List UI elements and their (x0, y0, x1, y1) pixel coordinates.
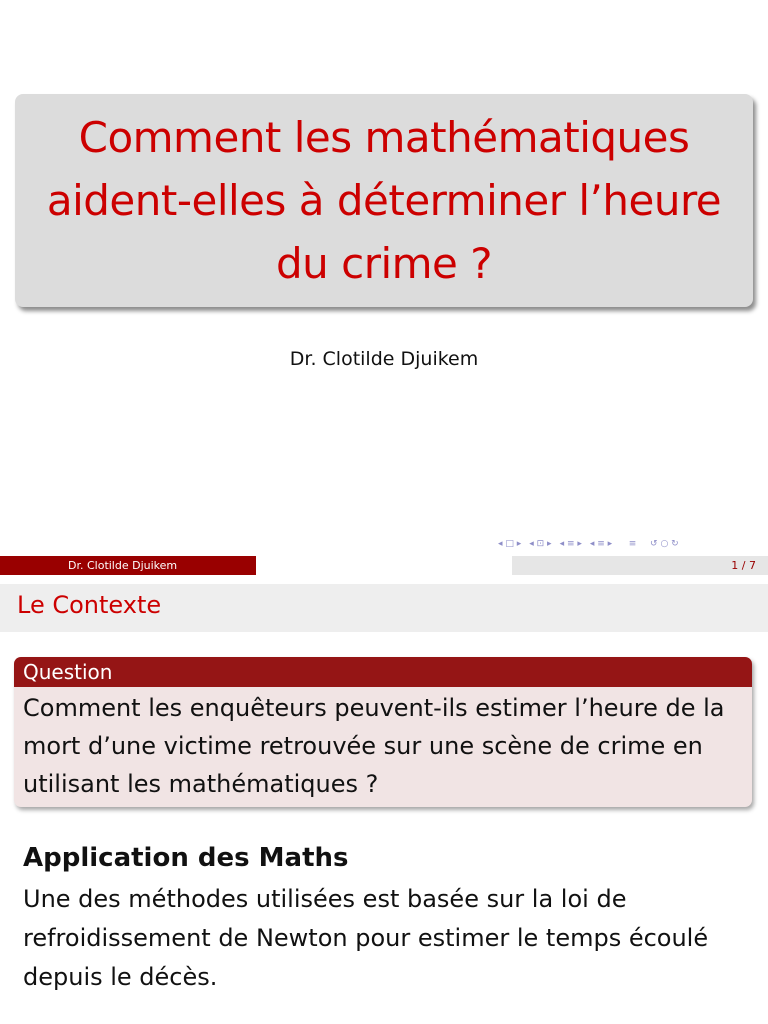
presentation-title: Comment les mathématiques aident-elles à déterminer l’heure du crime ? (46, 113, 722, 288)
nav-search-icon[interactable]: ↺ ○ ↻ (644, 539, 679, 549)
nav-section-icon[interactable]: ◂ ≡ ▸ (559, 539, 582, 549)
cut-off-text (23, 1010, 753, 1024)
question-block (14, 657, 752, 807)
block-body: Comment les enquêteurs peuvent-ils estimer l’heure de la mort d’une victime retrouvée sur une scène de crime en utilisant les mathématiques ? (23, 694, 725, 798)
author-name: Dr. Clotilde Djuikem (289, 348, 479, 370)
frame-title: Le Contexte (17, 591, 162, 619)
section-body: Une des méthodes utilisées est basée sur la loi de refroidissement de Newton pour estimer le temps écoulé depuis le décès. (23, 885, 709, 991)
block-title: Question (14, 657, 752, 687)
title-box (15, 94, 753, 307)
section-title: Application des Maths (23, 843, 349, 873)
nav-frame-icon[interactable]: ◂ ⊡ ▸ (529, 539, 552, 549)
nav-subsection-icon[interactable]: ◂ ≡ ▸ (589, 539, 613, 549)
beamer-navigation[interactable] (498, 539, 679, 549)
footer-bar (0, 556, 768, 575)
nav-first-icon[interactable]: ◂ □ ▸ (498, 539, 522, 549)
footer-author: Dr. Clotilde Djuikem (0, 556, 256, 575)
footer-page-number: 1 / 7 (512, 556, 768, 575)
footer-middle (256, 556, 512, 575)
nav-align-icon[interactable]: ≡ (620, 539, 637, 549)
